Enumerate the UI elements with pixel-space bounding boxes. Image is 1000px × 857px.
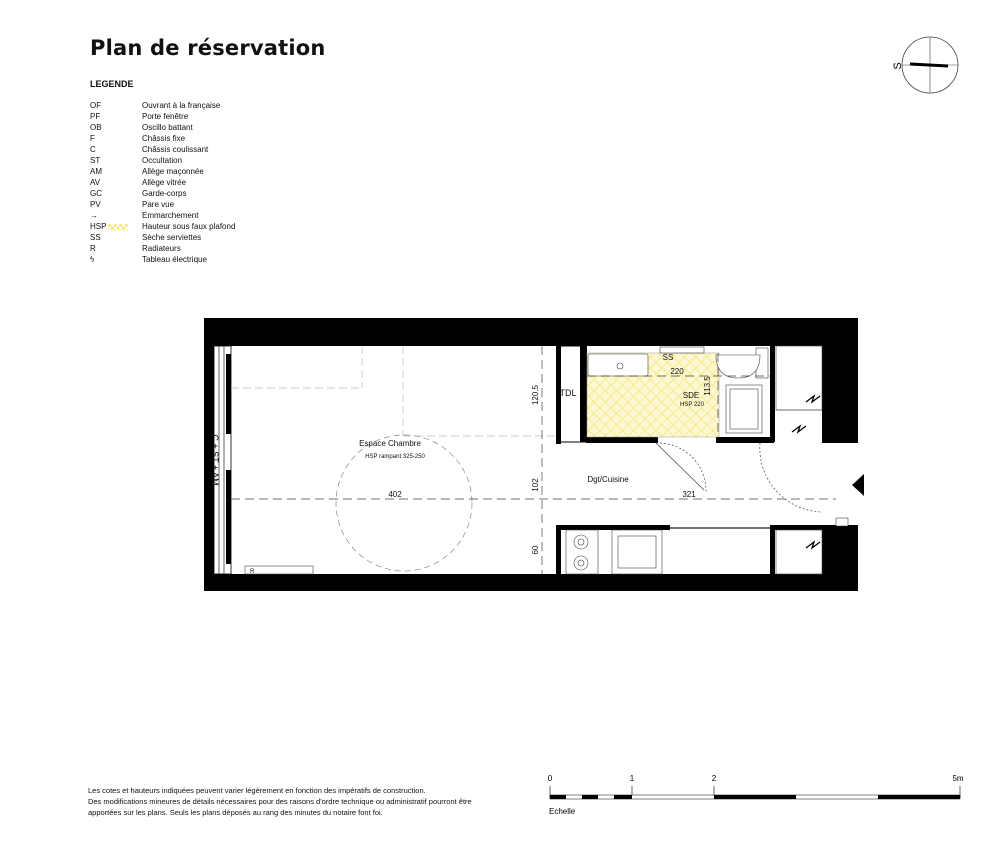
radiator: [245, 566, 313, 574]
scale-bar: [548, 774, 964, 816]
scale-tick-5m: 5m: [952, 774, 964, 783]
disclaimer-line: Des modifications mineures de détails nécessaires pour des raisons d'ordre technique ou administratif pourront être: [88, 797, 472, 806]
dim-321: 321: [682, 490, 696, 499]
disclaimer-line: apportées sur les plans. Seuls les plans déposés au rang des minutes du notaire font foi.: [88, 808, 383, 817]
disclaimer: [88, 785, 518, 818]
compass-icon: [892, 37, 958, 93]
dim-113-5: 113.5: [703, 376, 712, 396]
legend-item: HSP Hauteur sous faux plafond: [90, 222, 236, 231]
legend-heading: LEGENDE: [90, 79, 134, 89]
dim-60: 60: [531, 545, 540, 555]
legend-item: OF Ouvrant à la française: [90, 101, 221, 110]
dim-102: 102: [531, 478, 540, 492]
window-label: C + ST + AM: [210, 434, 220, 486]
radiator-label: R: [250, 569, 255, 575]
electrical-panel-icon: ϟ: [90, 255, 95, 264]
entry-arrow-icon: [852, 474, 864, 496]
scale-label: Echelle: [549, 807, 576, 816]
legend-item: AM Allège maçonnée: [90, 167, 204, 176]
legend-item: R Radiateurs: [90, 244, 181, 253]
disclaimer-line: Les cotes et hauteurs indiquées peuvent varier légèrement en fonction des impératifs de construction.: [88, 786, 426, 795]
legend-item: OB Oscillo battant: [90, 123, 193, 132]
legend-item: PF Porte fenêtre: [90, 112, 189, 121]
dimension-lines: [231, 346, 836, 574]
legend-item: PV Pare vue: [90, 200, 175, 209]
dim-402: 402: [388, 490, 402, 499]
compass-label: S: [892, 62, 904, 70]
page-title: Plan de réservation: [90, 36, 326, 60]
legend-item: ϟ Tableau électrique: [90, 255, 207, 264]
scale-tick-0: 0: [547, 774, 553, 783]
doors: [656, 443, 822, 528]
room-label-dgt: Dgt/Cuisine: [587, 475, 629, 484]
legend-item: F Châssis fixe: [90, 134, 186, 143]
kitchen: [566, 530, 662, 574]
room-hsp-sde: HSP 220: [680, 402, 704, 408]
scale-tick-1: 1: [629, 774, 635, 783]
legend-item: SS Sèche serviettes: [90, 233, 202, 242]
door-handle: [836, 518, 848, 526]
dim-220: 220: [670, 367, 684, 376]
legend-item: AV Allège vitrée: [90, 178, 187, 187]
room-label-chambre: Espace Chambre: [359, 439, 421, 448]
tdl-label: TDL: [559, 388, 577, 398]
legend-item: ST Occultation: [90, 156, 183, 165]
legend-item: → Emmarchement: [90, 211, 199, 220]
cabinets: [776, 346, 822, 574]
room-label-sde: SDE: [682, 391, 700, 400]
room-hsp-chambre: HSP rampant 325-250: [365, 454, 425, 460]
mezzanine-outline: [231, 346, 556, 436]
dim-120-5: 120.5: [531, 384, 540, 406]
scale-tick-2: 2: [711, 774, 717, 783]
legend-item: C Châssis coulissant: [90, 145, 209, 154]
ss-label: SS: [662, 353, 674, 362]
legend-item: GC Garde-corps: [90, 189, 187, 198]
